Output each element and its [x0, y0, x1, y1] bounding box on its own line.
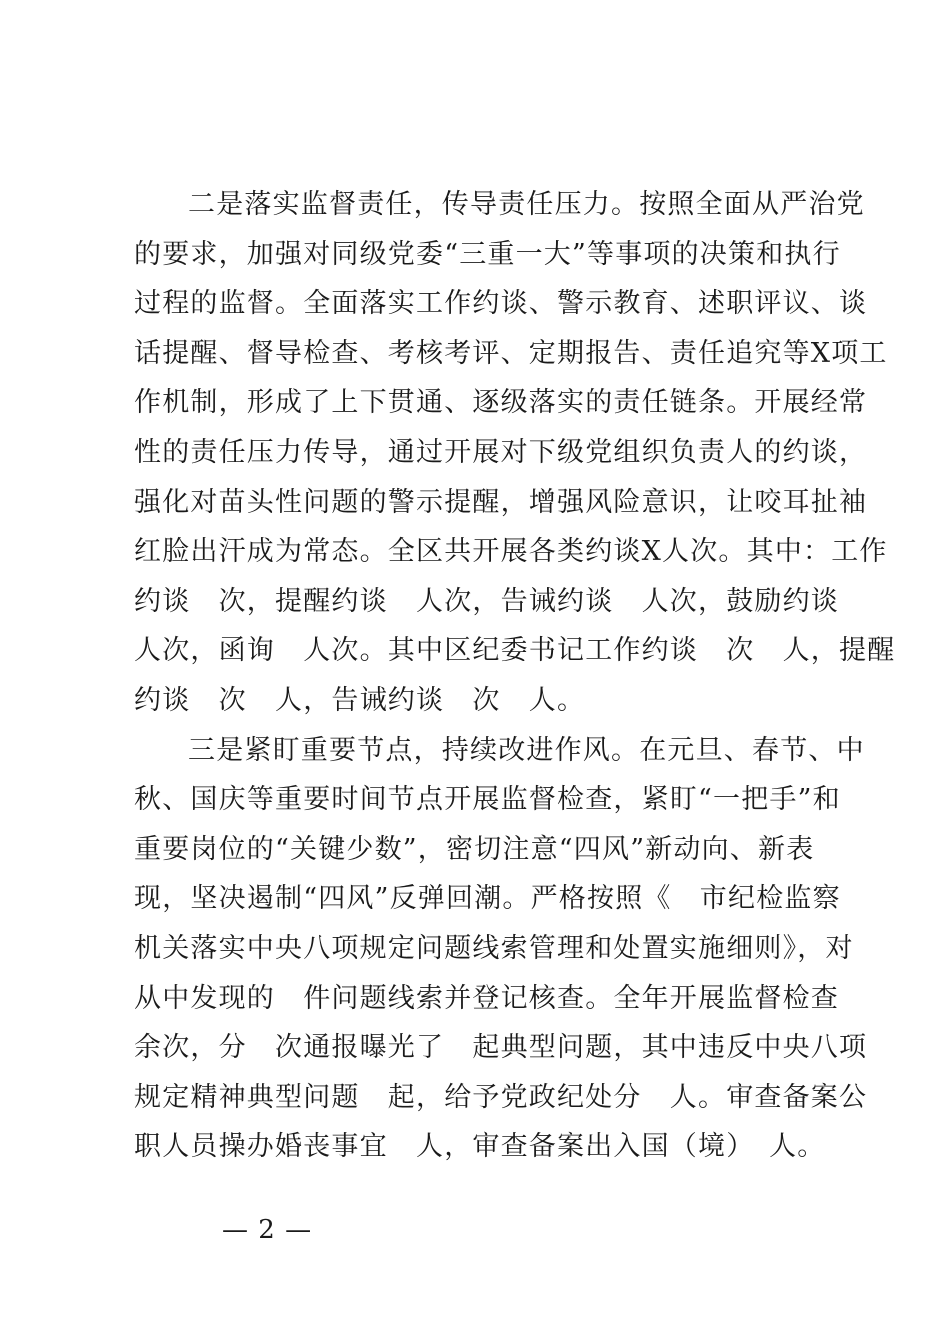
text-line: 作机制，形成了上下贯通、逐级落实的责任链条。开展经常 [134, 387, 868, 419]
text-line: 重要岗位的“关键少数”，密切注意“四风”新动向、新表 [134, 833, 815, 865]
text-line: 的要求，加强对同级党委“三重一大”等事项的决策和执行 [134, 238, 841, 270]
text-line: 现，坚决遏制“四风”反弹回潮。严格按照《 市纪检监察 [134, 883, 841, 915]
text-line: 约谈 次，提醒约谈 人次，告诫约谈 人次，鼓励约谈 [134, 585, 839, 617]
paragraph-supervision-responsibility [134, 180, 896, 726]
text-line: 从中发现的 件问题线索并登记核查。全年开展监督检查 [134, 982, 839, 1014]
text-line: 规定精神典型问题 起，给予党政纪处分 人。审查备案公 [134, 1081, 868, 1113]
text-line: 二是落实监督责任，传导责任压力。按照全面从严治党 [188, 189, 865, 220]
text-line: 余次，分 次通报曝光了 起典型问题，其中违反中央八项 [134, 1032, 868, 1064]
text-line: 机关落实中央八项规定问题线索管理和处置实施细则》，对 [134, 932, 854, 964]
text-line: 过程的监督。全面落实工作约谈、警示教育、述职评议、谈 [134, 288, 868, 320]
text-line: 秋、国庆等重要时间节点开展监督检查，紧盯“一把手”和 [134, 784, 841, 816]
text-line: 话提醒、督导检查、考核考评、定期报告、责任追究等X项工 [134, 337, 888, 369]
text-line: 职人员操办婚丧事宜 人，审查备案出入国（境） 人。 [134, 1131, 826, 1163]
document-body [134, 180, 896, 1172]
text-line: 强化对苗头性问题的警示提醒，增强风险意识，让咬耳扯袖 [134, 486, 868, 518]
text-line: 约谈 次 人，告诫约谈 次 人。 [134, 684, 586, 716]
page-number: — 2 — [222, 1215, 313, 1245]
text-line: 红脸出汗成为常态。全区共开展各类约谈X人次。其中：工作 [134, 536, 888, 568]
text-line: 三是紧盯重要节点，持续改进作风。在元旦、春节、中 [188, 734, 865, 766]
text-line: 人次，函询 人次。其中区纪委书记工作约谈 次 人，提醒 [134, 635, 896, 667]
paragraph-key-time-nodes [134, 726, 868, 1172]
text-line: 性的责任压力传导，通过开展对下级党组织负责人的约谈， [134, 436, 868, 468]
